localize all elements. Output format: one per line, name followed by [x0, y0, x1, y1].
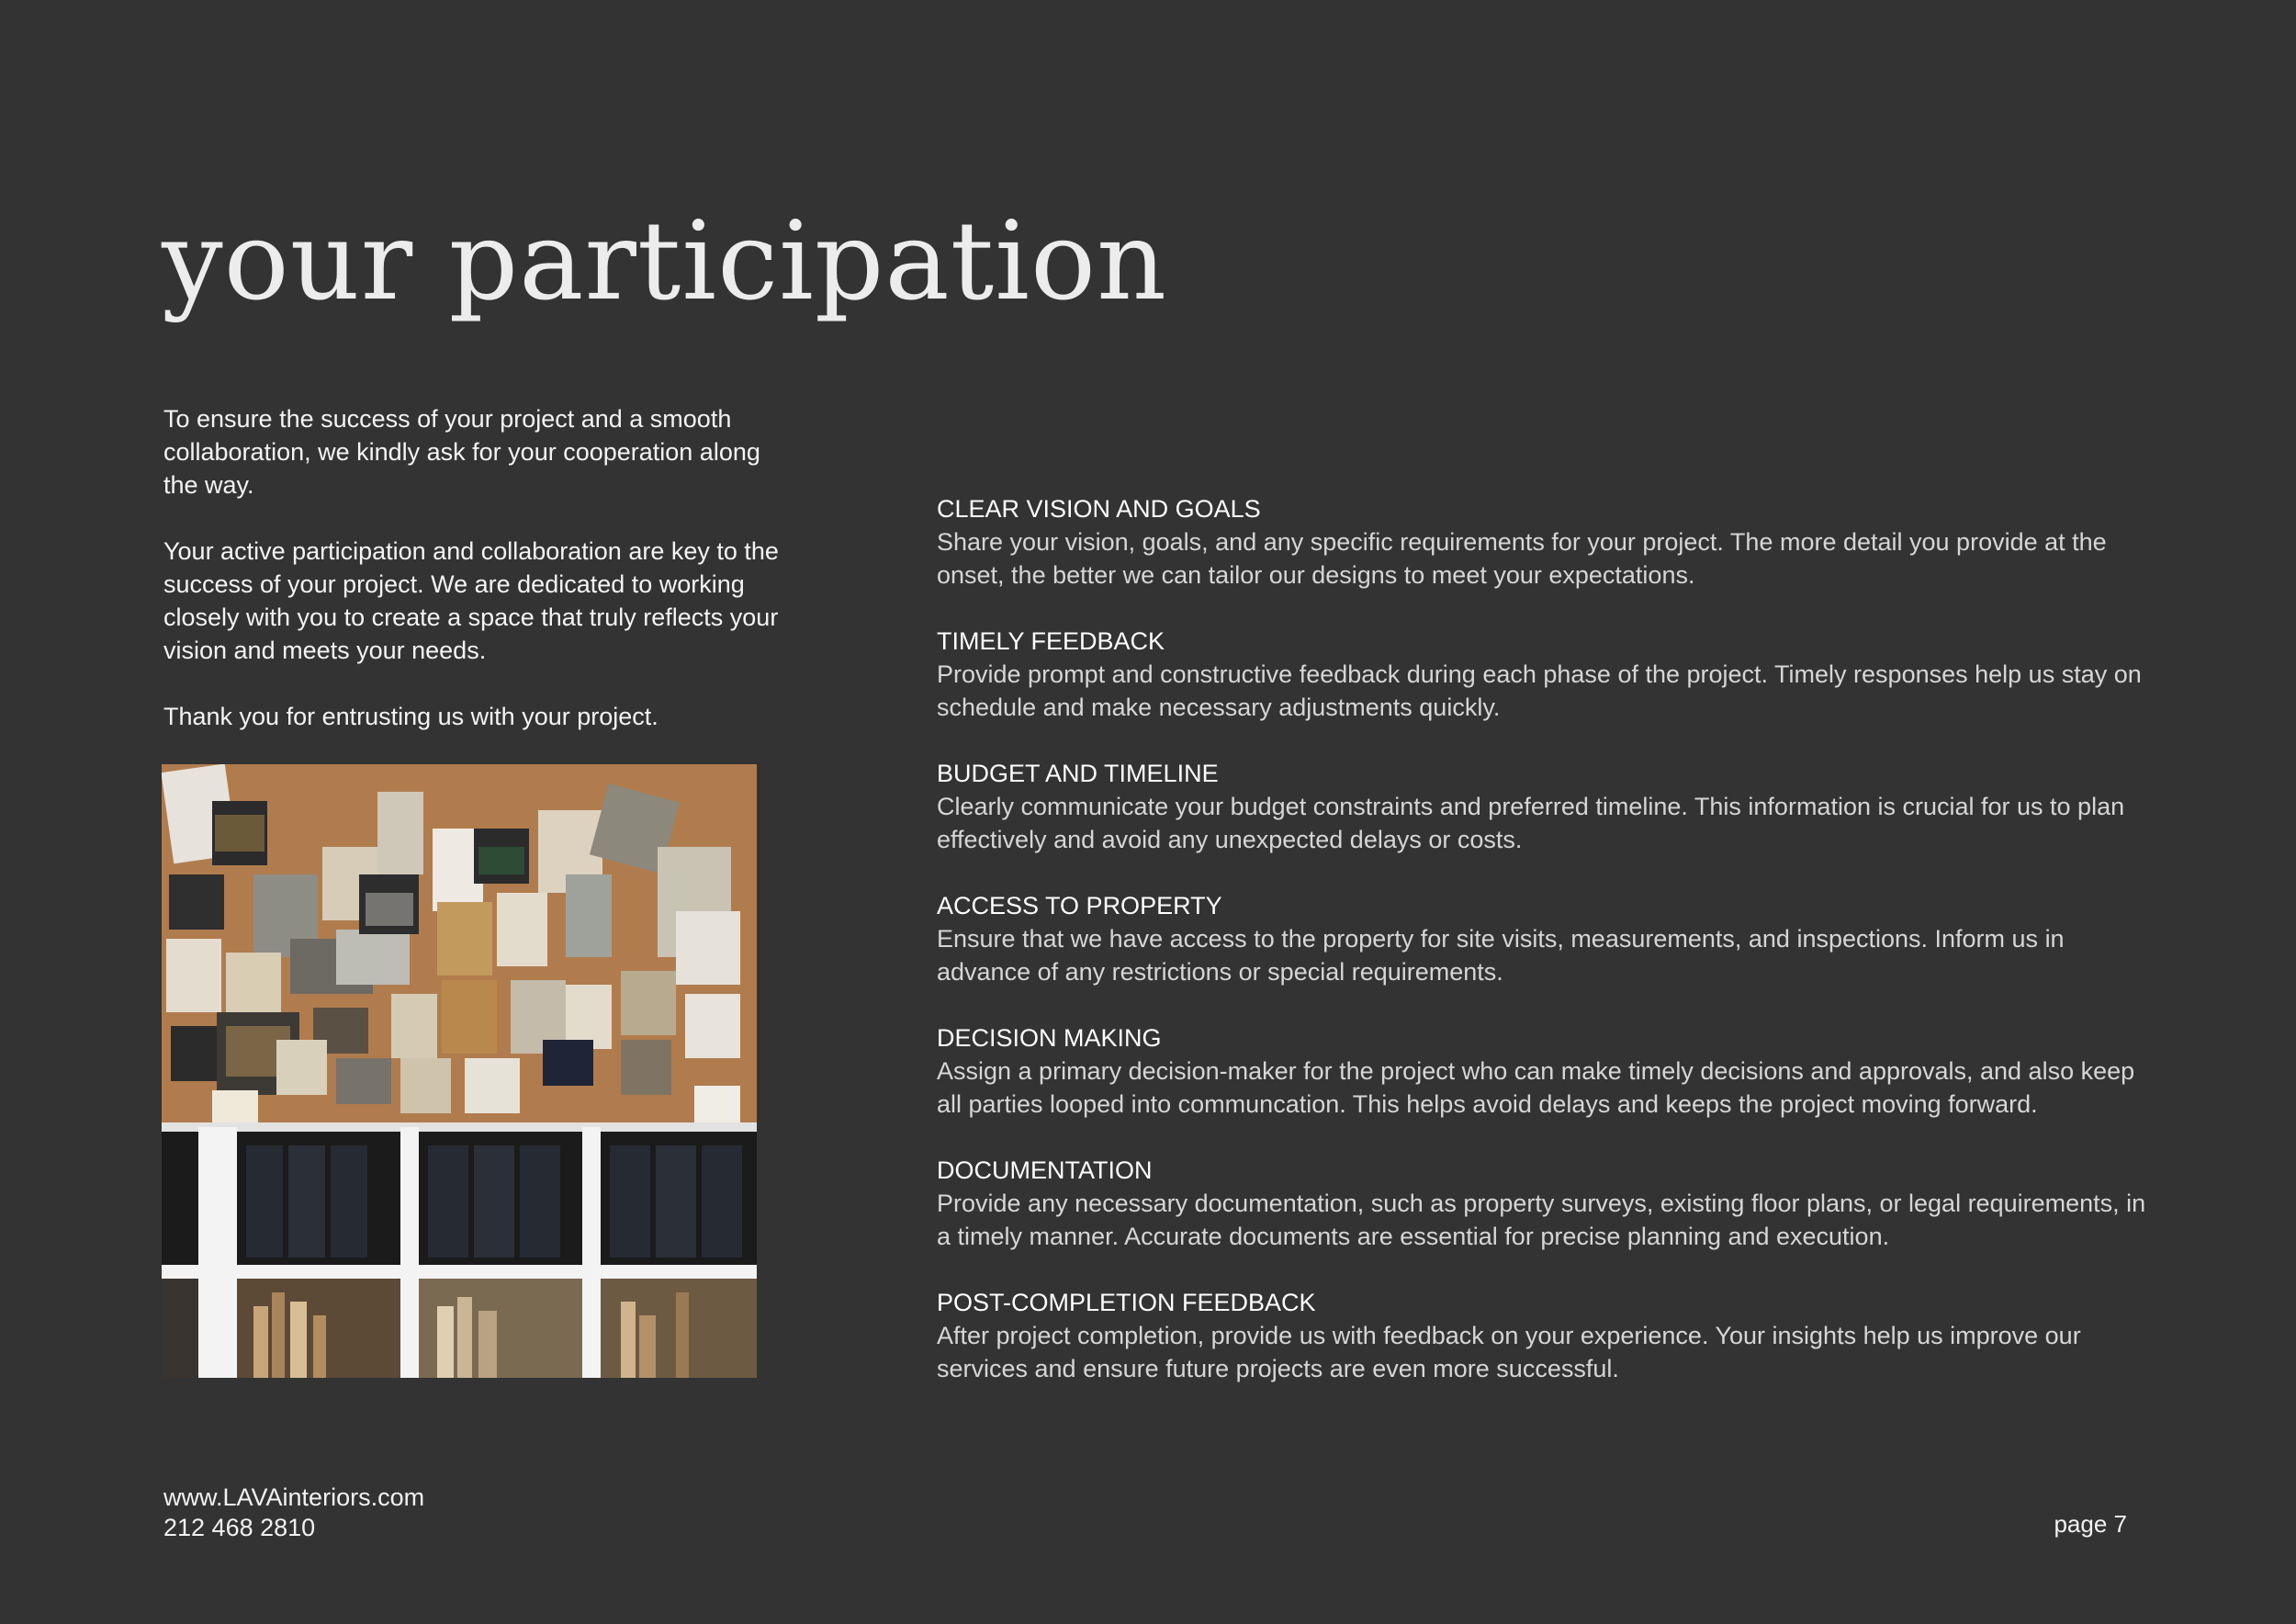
item-description: Assign a primary decision-maker for the project who can make timely decisions and approvals, and also keep all parties looped into communcation. This helps avoid delays and keeps the project moving forward. — [937, 1057, 2135, 1118]
item-heading: DECISION MAKING — [937, 1024, 1162, 1052]
list-item — [937, 757, 2149, 856]
page-number: page 7 — [2054, 1510, 2127, 1538]
item-description: Provide prompt and constructive feedback during each phase of the project. Timely responses help us stay on schedule and make necessary adjustments quickly. — [937, 660, 2142, 721]
intro-paragraph: Your active participation and collaboration are key to the success of your project. We are dedicated to working closely with you to create a space that truly reflects your vision and meets your needs. — [163, 537, 779, 664]
intro-paragraph: Thank you for entrusting us with your project. — [163, 703, 658, 730]
page-title: your participation — [162, 197, 1167, 324]
list-item — [937, 1021, 2149, 1121]
item-heading: POST-COMPLETION FEEDBACK — [937, 1289, 1316, 1316]
list-item — [937, 625, 2149, 724]
material-samples-photo — [162, 764, 757, 1378]
item-description: Share your vision, goals, and any specific requirements for your project. The more detail you provide at the onset, the better we can tailor our designs to meet your expectations. — [937, 528, 2107, 589]
list-item — [937, 492, 2149, 592]
website-link[interactable]: www.LAVAinteriors.com — [163, 1483, 425, 1511]
intro-paragraph: To ensure the success of your project and a smooth collaboration, we kindly ask for your cooperation along the way. — [163, 405, 760, 499]
participation-list — [937, 492, 2149, 1418]
item-heading: BUDGET AND TIMELINE — [937, 760, 1219, 787]
phone-number: 212 468 2810 — [163, 1514, 316, 1541]
footer-contact — [163, 1483, 424, 1543]
list-item — [937, 889, 2149, 988]
list-item — [937, 1286, 2149, 1385]
item-description: After project completion, provide us with feedback on your experience. Your insights help us improve our services and ensure future projects are even more successful. — [937, 1322, 2081, 1382]
item-heading: DOCUMENTATION — [937, 1156, 1153, 1184]
item-heading: ACCESS TO PROPERTY — [937, 892, 1222, 919]
item-description: Clearly communicate your budget constraints and preferred timeline. This information is crucial for us to plan effectively and avoid any unexpected delays or costs. — [937, 793, 2125, 853]
item-heading: TIMELY FEEDBACK — [937, 627, 1165, 655]
item-description: Ensure that we have access to the property for site visits, measurements, and inspections. Inform us in advance of any restrictions or special requirements. — [937, 925, 2065, 986]
item-heading: CLEAR VISION AND GOALS — [937, 495, 1261, 523]
list-item — [937, 1154, 2149, 1253]
intro-text — [163, 402, 788, 766]
item-description: Provide any necessary documentation, such as property surveys, existing floor plans, or legal requirements, in a timely manner. Accurate documents are essential for precise planning and execution. — [937, 1190, 2146, 1250]
material-samples-photo-art — [162, 764, 757, 1378]
